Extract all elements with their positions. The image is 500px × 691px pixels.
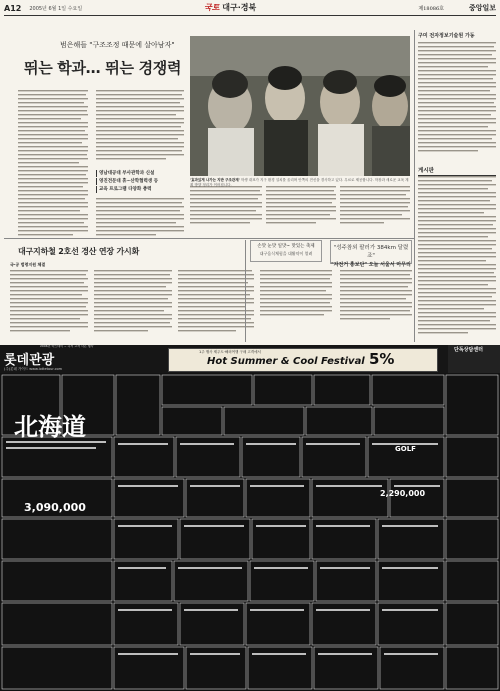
subhead-1: 영남대공대 부사관학과 신설 bbox=[96, 170, 186, 177]
right-column-body bbox=[418, 42, 496, 162]
ad-top-text: 2006년 박스데이 ~ 즉석 고객 사은 행사 bbox=[40, 345, 94, 348]
bulletin-board-body bbox=[418, 176, 496, 342]
subway-deck: 국·공 법령지원 체결 bbox=[10, 262, 46, 267]
ad-banner bbox=[0, 345, 500, 373]
hokkaido-overlay: 北海道 bbox=[14, 413, 86, 441]
main-body-col-2 bbox=[96, 90, 184, 165]
text-lines bbox=[418, 176, 496, 342]
ad-grid bbox=[0, 373, 500, 691]
main-body-col-3 bbox=[96, 198, 184, 238]
text-lines bbox=[18, 90, 88, 240]
main-body-col-1 bbox=[18, 90, 88, 240]
main-kicker: 범은해들 "구조조정 때문에 살아남자" bbox=[60, 41, 175, 49]
page-header bbox=[4, 2, 496, 16]
food-festival-box bbox=[250, 240, 322, 262]
photo-caption-text: 학생 대표가 지구 환경 설치를 올리며 안쪽의 전신을 경사하고 있다. 무료로 제공합니다. 학장과 새로운 교육 계획 방향 정리가 이어집니다. bbox=[190, 178, 409, 187]
food-festival-title: 손맛 눈맛 일맛~ 맛있는 축제 bbox=[257, 244, 315, 249]
section-title bbox=[204, 2, 256, 13]
text-lines bbox=[418, 42, 496, 162]
advertisement-block bbox=[0, 345, 500, 691]
section-logo: 국토 bbox=[204, 3, 220, 12]
ad-store-sub: (주)롯데 가이드 www.lottetour.com bbox=[4, 367, 63, 371]
ad-golf-label: GOLF bbox=[395, 445, 416, 453]
bulletin-board-title: 게시판 bbox=[418, 166, 496, 176]
ad-store-name: 롯데관광 bbox=[4, 353, 55, 368]
main-subheads bbox=[96, 170, 186, 194]
subhead-3: 교육 프로그램 다양화 총력 bbox=[96, 186, 186, 193]
ad-hot-main: Hot Summer & Cool Festival bbox=[207, 356, 365, 367]
rule-vertical-right bbox=[414, 30, 415, 342]
melon-box bbox=[330, 240, 412, 268]
subhead-2: 영진전문대 휴~산학협력생 등 bbox=[96, 178, 186, 185]
melon-title: "성주참외 팔러가 384km 달렸죠" bbox=[333, 245, 409, 259]
main-body-col-4 bbox=[190, 186, 410, 236]
page-date: 2005년 6월 1일 수요일 bbox=[29, 6, 83, 12]
main-photo bbox=[190, 36, 410, 176]
issue-number: 제18086호 bbox=[418, 6, 444, 12]
photo-caption-title: '효과있게 나가는 지반 구조관계' bbox=[190, 178, 240, 182]
page-number: A12 bbox=[4, 4, 22, 13]
right-column-title: 구미 전자정보기술원 가동 bbox=[418, 33, 475, 39]
ad-right-label: 단독상담센터 bbox=[454, 347, 483, 353]
text-lines bbox=[96, 90, 184, 165]
ad-hot-festival bbox=[168, 348, 438, 372]
students-photo bbox=[190, 36, 410, 176]
section-name: 대구·경북 bbox=[222, 3, 257, 12]
text-lines bbox=[96, 198, 184, 238]
text-lines bbox=[190, 186, 410, 236]
ad-price-1: 3,090,000 bbox=[24, 501, 86, 514]
ad-hot-head: 1주 행사 제주도·해외여행 구매 고객에서 bbox=[199, 350, 261, 354]
main-headline: 뛰는 학과… 뛰는 경쟁력 bbox=[24, 59, 182, 77]
subway-headline: 대구지하철 2호선 경산 연장 가시화 bbox=[18, 247, 140, 256]
melon-sub: "자전거 홍보단" 오늘 서울서 마무리 bbox=[331, 262, 411, 268]
ad-hot-percent: 5% bbox=[369, 350, 395, 368]
subway-body bbox=[10, 270, 412, 342]
rule-vertical-mid bbox=[245, 240, 246, 342]
ad-right-box bbox=[448, 345, 500, 373]
photo-caption bbox=[190, 178, 410, 187]
paper-name: 중앙일보 bbox=[468, 4, 496, 12]
ad-price-2: 2,290,000 bbox=[380, 489, 426, 498]
text-lines bbox=[10, 270, 412, 342]
rule-horizontal-mid bbox=[4, 238, 414, 239]
food-festival-sub: 대구음식체험을 대활약이 열려 bbox=[259, 251, 313, 256]
